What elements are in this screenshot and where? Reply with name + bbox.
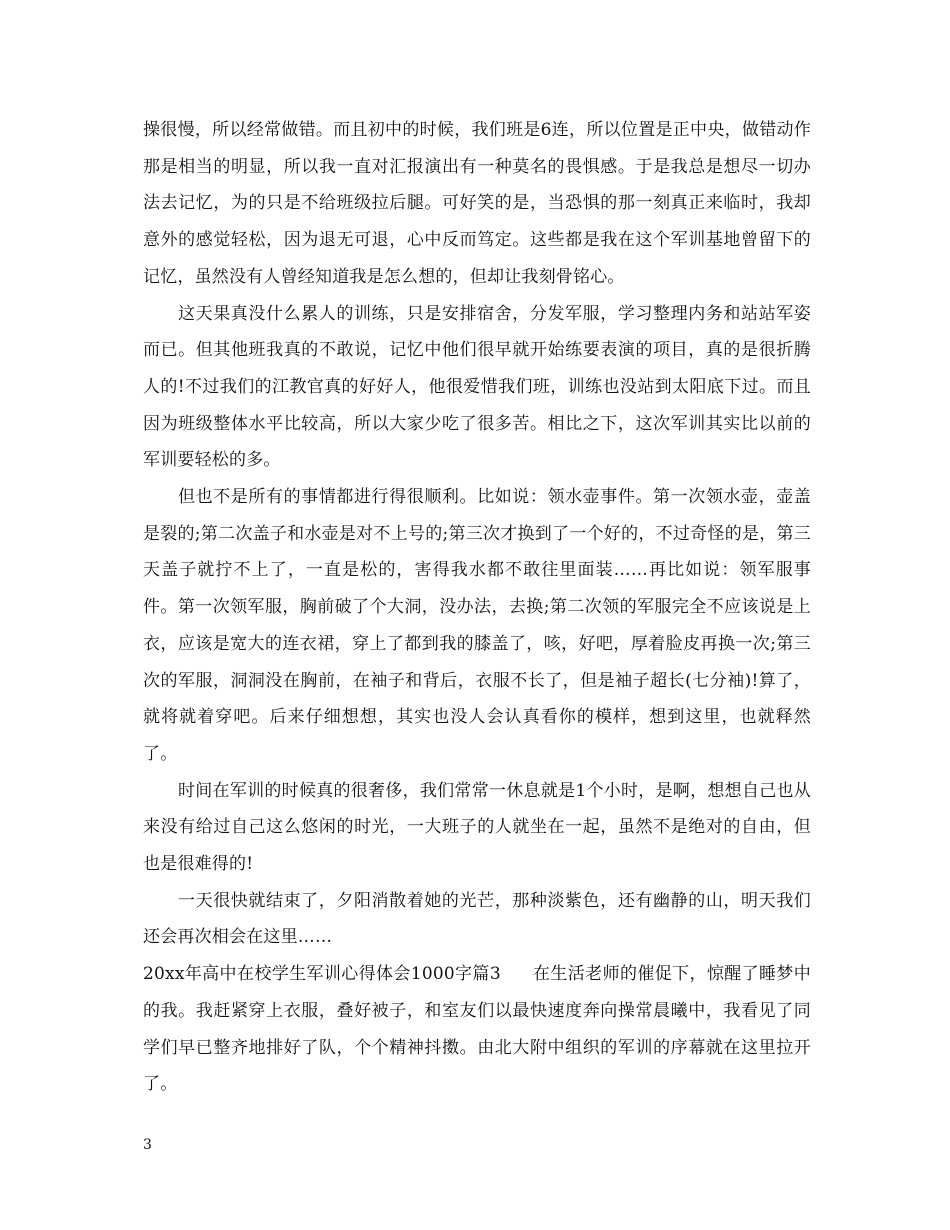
section-title: 20xx年高中在校学生军训心得体会1000字篇3 — [143, 964, 501, 985]
paragraph-equipment-events: 但也不是所有的事情都进行得很顺利。比如说：领水壶事件。第一次领水壶，壶盖是裂的;第二次盖子和水壶是对不上号的;第三次才换到了一个好的，不过奇怪的是，第三天盖子就拧不上了，一直是松的，害得我水都不敢往里面装……再比如说：领军服事件。第一次领军服，胸前破了个大洞，没办法，去换;第二次领的军服完全不应该说是上衣，应该是宽大的连衣裙，穿上了都到我的膝盖了，咳，好吧，厚着脸皮再换一次;第三次的军服，洞洞没在胸前，在袖子和背后，衣服不长了，但是袖子超长(七分袖)!算了，就将就着穿吧。后来仔细想想，其实也没人会认真看你的模样，想到这里，也就释然了。 — [143, 487, 811, 764]
paragraph-rest-time: 时间在军训的时候真的很奢侈，我们常常一休息就是1个小时，是啊，想想自己也从来没有给过自己这么悠闲的时光，一大班子的人就坐在一起，虽然不是绝对的自由，但也是很难得的! — [143, 780, 811, 875]
section-text: 在生活老师的催促下，惊醒了睡梦中的我。我赶紧穿上衣服，叠好被子，和室友们以最快速度奔向操常晨曦中，我看见了同学们早已整齐地排好了队，个个精神抖擞。由北大附中组织的军训的序幕就在这里拉开了。 — [143, 964, 812, 1095]
paragraph-continuation: 操很慢，所以经常做错。而且初中的时候，我们班是6连，所以位置是正中央，做错动作那是相当的明显，所以我一直对汇报演出有一种莫名的畏惧感。于是我总是想尽一切办法去记忆，为的只是不给班级拉后腿。可好笑的是，当恐惧的那一刻真正来临时，我却意外的感觉轻松，因为退无可退，心中反而笃定。这些都是我在这个军训基地曾留下的记忆，虽然没有人曾经知道我是怎么想的，但却让我刻骨铭心。 — [143, 120, 811, 287]
paragraph-day-end: 一天很快就结束了，夕阳消散着她的光芒，那种淡紫色，还有幽静的山，明天我们还会再次相会在这里…… — [143, 890, 811, 948]
section-paragraph — [143, 956, 811, 1103]
document-body — [143, 112, 811, 1103]
paragraph-training-day: 这天果真没什么累人的训练，只是安排宿舍，分发军服，学习整理内务和站站军姿而已。但其他班我真的不敢说，记忆中他们很早就开始练要表演的项目，真的是很折腾人的!不过我们的江教官真的好好人，他很爱惜我们班，训练也没站到太阳底下过。而且因为班级整体水平比较高，所以大家少吃了很多苦。相比之下，这次军训其实比以前的军训要轻松的多。 — [143, 303, 811, 471]
page-number: 3 — [143, 1137, 152, 1153]
